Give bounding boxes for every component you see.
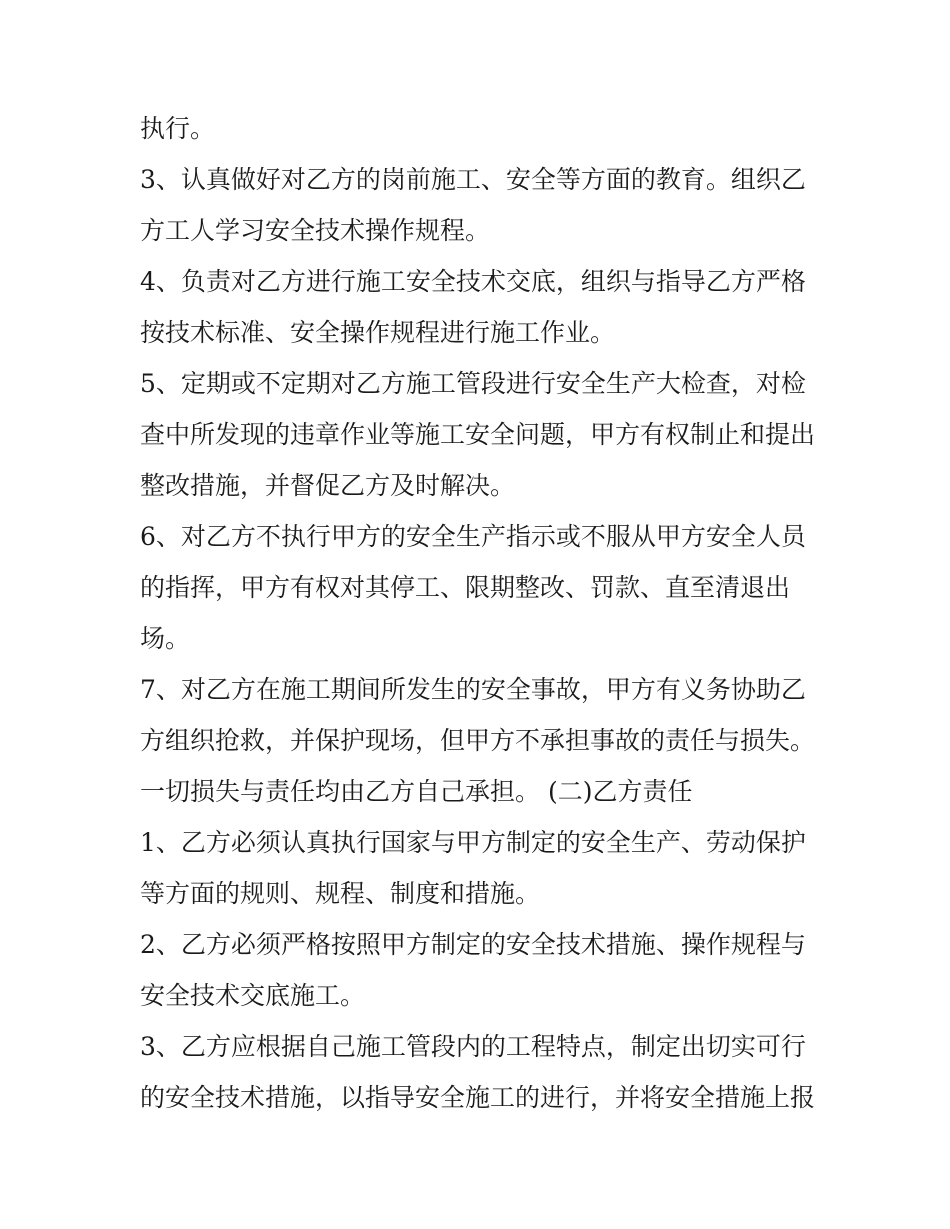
text-line: 3、认真做好对乙方的岗前施工、安全等方面的教育。组织乙: [140, 165, 806, 194]
text-line: 执行。: [140, 114, 216, 143]
text-line: 方工人学习安全技术操作规程。: [140, 216, 491, 245]
text-line: 的指挥，甲方有权对其停工、限期整改、罚款、直至清退出: [140, 573, 791, 602]
text-line: 的安全技术措施，以指导安全施工的进行，并将安全措施上报: [140, 1083, 816, 1112]
text-line: 等方面的规则、规程、制度和措施。: [140, 879, 541, 908]
text-line: 3、乙方应根据自己施工管段内的工程特点，制定出切实可行: [140, 1032, 806, 1061]
text-line: 安全技术交底施工。: [140, 981, 366, 1010]
document-body: [140, 103, 820, 1123]
text-line: 一切损失与责任均由乙方自己承担。 (二)乙方责任: [140, 777, 693, 806]
text-line: 4、负责对乙方进行施工安全技术交底，组织与指导乙方严格: [140, 267, 806, 296]
text-line: 方组织抢救，并保护现场，但甲方不承担事故的责任与损失。: [140, 726, 816, 755]
text-line: 7、对乙方在施工期间所发生的安全事故，甲方有义务协助乙: [140, 675, 806, 704]
text-line: 2、乙方必须严格按照甲方制定的安全技术措施、操作规程与: [140, 930, 806, 959]
text-line: 查中所发现的违章作业等施工安全问题，甲方有权制止和提出: [140, 420, 816, 449]
text-line: 按技术标准、安全操作规程进行施工作业。: [140, 318, 616, 347]
text-line: 场。: [140, 624, 191, 653]
text-line: 1、乙方必须认真执行国家与甲方制定的安全生产、劳动保护: [140, 828, 806, 857]
text-line: 6、对乙方不执行甲方的安全生产指示或不服从甲方安全人员: [140, 522, 806, 551]
text-line: 5、定期或不定期对乙方施工管段进行安全生产大检查，对检: [140, 369, 806, 398]
text-line: 整改措施，并督促乙方及时解决。: [140, 471, 516, 500]
